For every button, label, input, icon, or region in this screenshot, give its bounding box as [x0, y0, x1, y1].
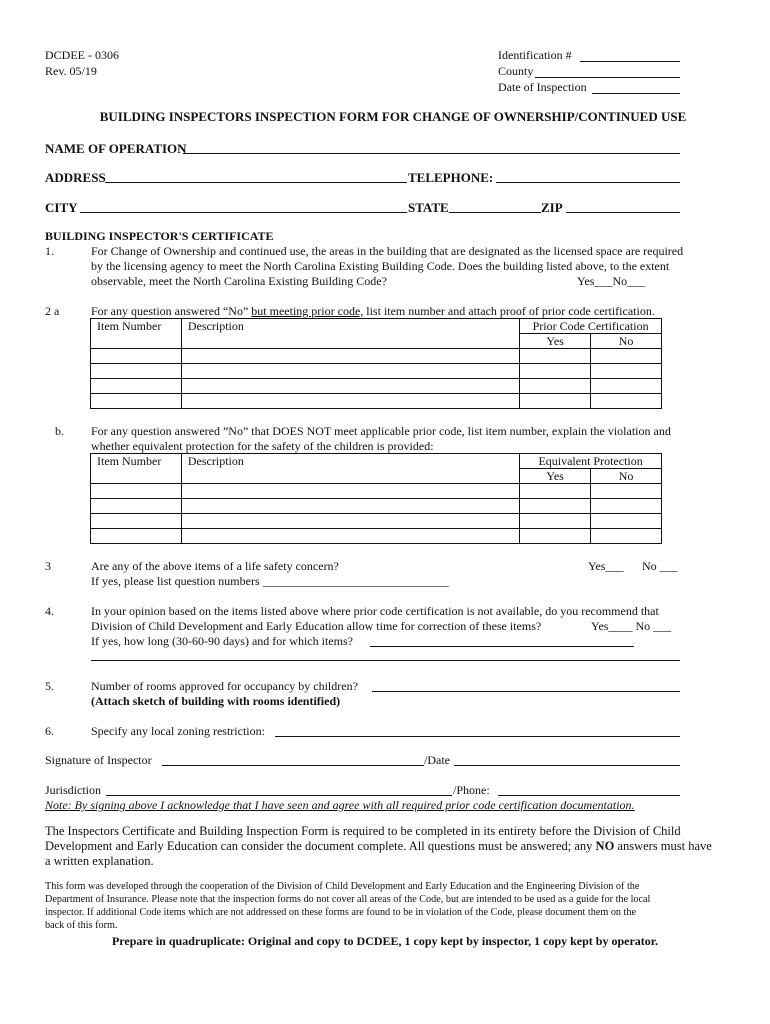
para1-line2-text: Development and Early Education can consider the document complete. All questions must be answered; any: [45, 839, 596, 853]
q2b-number: b.: [55, 424, 64, 438]
name-of-operation-field[interactable]: [183, 153, 680, 154]
cell[interactable]: [181, 394, 519, 409]
cell[interactable]: [591, 364, 662, 379]
q3-line2[interactable]: If yes, please list question numbers _______________________________: [91, 574, 449, 588]
phone-label: /Phone:: [453, 783, 490, 797]
col-item-number: Item Number: [91, 454, 182, 484]
address-label: ADDRESS: [45, 170, 106, 185]
county-label: County: [498, 64, 534, 78]
zoning-restriction-field[interactable]: [275, 736, 680, 737]
q2a-number: 2 a: [45, 304, 60, 318]
col-description: Description: [181, 454, 519, 484]
state-field[interactable]: [449, 212, 541, 213]
cell[interactable]: [591, 394, 662, 409]
q6-line1: Specify any local zoning restriction:: [91, 724, 265, 738]
q1-line2: by the licensing agency to meet the North Carolina Existing Building Code. Does the building listed above, to the extent: [91, 259, 670, 273]
footer-para1-line2: [45, 839, 712, 854]
city-label: CITY: [45, 200, 78, 215]
para1-no: NO: [595, 839, 615, 853]
q4-line2: Division of Child Development and Early Education allow time for correction of these items?: [91, 619, 542, 633]
cell[interactable]: [91, 514, 182, 529]
q4-number: 4.: [45, 604, 54, 618]
cell[interactable]: [181, 484, 519, 499]
zip-field[interactable]: [566, 212, 680, 213]
telephone-field[interactable]: [496, 182, 680, 183]
footer-para2-line1: This form was developed through the cooperation of the Division of Child Development and Early Education and the Engineering Division of the: [45, 881, 640, 892]
table-header-row: [91, 454, 662, 469]
table-row[interactable]: [91, 529, 662, 544]
cell[interactable]: [591, 514, 662, 529]
para1-line2b: answers must have: [614, 839, 712, 853]
cell[interactable]: [520, 364, 591, 379]
cell[interactable]: [91, 484, 182, 499]
q6-number: 6.: [45, 724, 54, 738]
cell[interactable]: [91, 529, 182, 544]
table-row[interactable]: [91, 514, 662, 529]
q3-no[interactable]: No ___: [642, 559, 678, 573]
q4-answer-field-2[interactable]: [91, 660, 680, 661]
table-row[interactable]: [91, 394, 662, 409]
revision: Rev. 05/19: [45, 64, 97, 78]
q5-line1: Number of rooms approved for occupancy by children?: [91, 679, 358, 693]
date-of-inspection-field[interactable]: [592, 93, 680, 94]
q2b-line1: For any question answered ”No” that DOES NOT meet applicable prior code, list item number, explain the violation and: [91, 424, 671, 438]
cell[interactable]: [591, 529, 662, 544]
table-row[interactable]: [91, 484, 662, 499]
page-title: BUILDING INSPECTORS INSPECTION FORM FOR CHANGE OF OWNERSHIP/CONTINUED USE: [99, 109, 687, 124]
q3-line1: Are any of the above items of a life safety concern?: [91, 559, 339, 573]
jurisdiction-field[interactable]: [106, 795, 452, 796]
footer-para2-line3: inspector. If additional Code items which are not addressed on these forms are found to be in violation of the Code, please document them on the: [45, 907, 637, 918]
q5-answer-field[interactable]: [372, 691, 680, 692]
footer-para1-line1: The Inspectors Certificate and Building Inspection Form is required to be completed in its entirety before the Division of Child: [45, 824, 681, 838]
q5-line2: (Attach sketch of building with rooms identified): [91, 694, 341, 708]
cell[interactable]: [520, 484, 591, 499]
cell[interactable]: [181, 499, 519, 514]
q4-line1: In your opinion based on the items listed above where prior code certification is not available, do you recommend that: [91, 604, 659, 618]
q2a-text: [91, 304, 655, 319]
col-no: No: [591, 469, 662, 484]
table-row[interactable]: [91, 379, 662, 394]
q4-line3: If yes, how long (30-60-90 days) and for which items?: [91, 634, 353, 648]
cell[interactable]: [181, 514, 519, 529]
city-field[interactable]: [80, 212, 407, 213]
q4-yes-no[interactable]: Yes____ No ___: [591, 619, 672, 633]
telephone-label: TELEPHONE:: [408, 170, 494, 185]
signature-date-field[interactable]: [454, 765, 680, 766]
cell[interactable]: [91, 499, 182, 514]
q2b-line2: whether equivalent protection for the safety of the children is provided:: [91, 439, 434, 453]
q1-number: 1.: [45, 244, 54, 258]
prepare-instructions: Prepare in quadruplicate: Original and copy to DCDEE, 1 copy kept by inspector, 1 copy kept by operator.: [111, 934, 659, 948]
footer-para1-line3: a written explanation.: [45, 854, 154, 868]
signature-field[interactable]: [162, 765, 424, 766]
q1-line1: For Change of Ownership and continued use, the areas in the building that are designated as the licensed space are required: [91, 244, 684, 258]
zip-label: ZIP: [541, 200, 563, 215]
state-label: STATE: [408, 200, 449, 215]
col-no: No: [591, 334, 662, 349]
cell[interactable]: [520, 394, 591, 409]
cell[interactable]: [181, 364, 519, 379]
col-yes: Yes: [520, 469, 591, 484]
col-equivalent-protection: Equivalent Protection: [520, 454, 662, 469]
cell[interactable]: [591, 484, 662, 499]
cell[interactable]: [520, 349, 591, 364]
q4-answer-field[interactable]: [370, 646, 634, 647]
q2a-text-underlined: but meeting prior code,: [251, 304, 364, 318]
col-description: Description: [181, 319, 519, 349]
cell[interactable]: [591, 349, 662, 364]
table-row[interactable]: [91, 349, 662, 364]
cell[interactable]: [520, 514, 591, 529]
certificate-heading: BUILDING INSPECTOR'S CERTIFICATE: [45, 229, 274, 243]
phone-field[interactable]: [498, 795, 680, 796]
cell[interactable]: [91, 364, 182, 379]
cell[interactable]: [181, 529, 519, 544]
col-item-number: Item Number: [91, 319, 182, 349]
cell[interactable]: [181, 379, 519, 394]
signature-note: Note: By signing above I acknowledge that I have seen and agree with all required prior code certification documentation.: [45, 798, 635, 812]
q2a-text-pre: For any question answered “No”: [91, 304, 252, 318]
col-yes: Yes: [520, 334, 591, 349]
identification-field[interactable]: [580, 61, 680, 62]
prior-code-table: [90, 318, 662, 409]
signature-label: Signature of Inspector: [45, 753, 152, 767]
table-row[interactable]: [91, 364, 662, 379]
col-prior-code-certification: Prior Code Certification: [520, 319, 662, 334]
cell[interactable]: [591, 379, 662, 394]
cell[interactable]: [91, 349, 182, 364]
q5-number: 5.: [45, 679, 54, 693]
cell[interactable]: [520, 379, 591, 394]
q3-number: 3: [45, 559, 51, 573]
equivalent-protection-table: [90, 453, 662, 544]
identification-label: Identification #: [498, 48, 572, 62]
cell[interactable]: [591, 499, 662, 514]
address-field[interactable]: [105, 182, 407, 183]
footer-para2-line2: Department of Insurance. Please note that the inspection forms do not cover all areas of the Code, but are intended to be used as a guide for the local: [45, 894, 651, 905]
q1-yes-no[interactable]: Yes___No___: [577, 274, 646, 288]
table-row[interactable]: [91, 499, 662, 514]
name-of-operation-label: NAME OF OPERATION: [45, 141, 187, 156]
form-code: DCDEE - 0306: [45, 48, 119, 62]
county-field[interactable]: [535, 77, 680, 78]
q2a-text-post: list item number and attach proof of prior code certification.: [363, 304, 655, 318]
q1-line3: observable, meet the North Carolina Existing Building Code?: [91, 274, 387, 288]
jurisdiction-label: Jurisdiction: [45, 783, 101, 797]
date-of-inspection-label: Date of Inspection: [498, 80, 587, 94]
cell[interactable]: [181, 349, 519, 364]
cell[interactable]: [520, 529, 591, 544]
cell[interactable]: [520, 499, 591, 514]
footer-para2-line4: back of this form.: [45, 920, 118, 931]
cell[interactable]: [91, 379, 182, 394]
cell[interactable]: [91, 394, 182, 409]
signature-date-label: /Date: [424, 753, 450, 767]
q3-yes[interactable]: Yes___: [588, 559, 624, 573]
table-header-row: [91, 319, 662, 334]
